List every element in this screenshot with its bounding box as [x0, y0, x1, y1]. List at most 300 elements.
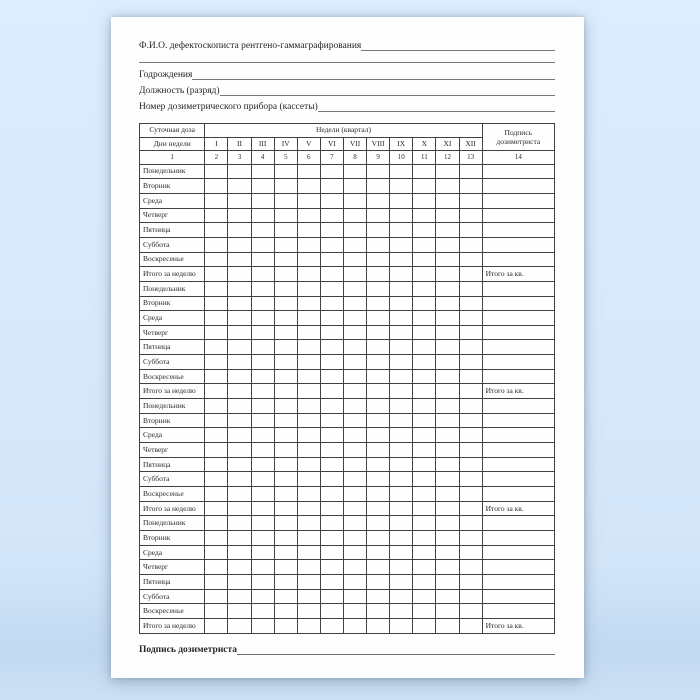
dose-cell — [205, 399, 228, 414]
dose-cell — [274, 604, 297, 619]
weekly-total-cell — [205, 384, 228, 399]
dose-cell — [228, 472, 251, 487]
dose-cell — [459, 296, 482, 311]
weekly-total-cell — [205, 267, 228, 282]
signature-cell — [482, 604, 554, 619]
fio-label: Ф.И.О. дефектоскописта рентгено-гаммаграфирования — [139, 40, 362, 51]
dose-cell — [320, 531, 343, 546]
dose-cell — [320, 340, 343, 355]
quarter-total-cell: Итого за кв. — [482, 267, 554, 282]
dose-cell — [228, 179, 251, 194]
dose-cell — [367, 223, 390, 238]
dose-cell — [320, 355, 343, 370]
column-number-cell-14: 14 — [482, 151, 554, 165]
day-row — [140, 472, 555, 487]
dose-cell — [390, 604, 413, 619]
dose-cell — [413, 472, 436, 487]
dose-cell — [413, 311, 436, 326]
dose-cell — [320, 428, 343, 443]
dose-cell — [251, 604, 274, 619]
dose-cell — [251, 296, 274, 311]
dose-cell — [274, 574, 297, 589]
signature-cell — [482, 428, 554, 443]
dose-cell — [297, 487, 320, 502]
dose-cell — [367, 340, 390, 355]
dose-cell — [251, 281, 274, 296]
signature-cell — [482, 325, 554, 340]
day-label-cell: Четверг — [140, 325, 205, 340]
dose-cell — [367, 428, 390, 443]
dose-cell — [367, 574, 390, 589]
dose-cell — [436, 457, 459, 472]
dose-cell — [320, 369, 343, 384]
weekly-total-cell — [459, 384, 482, 399]
weekly-total-label-cell: Итого за неделю — [140, 618, 205, 633]
weekly-total-cell — [459, 501, 482, 516]
dose-cell — [320, 311, 343, 326]
dose-cell — [367, 164, 390, 179]
dose-cell — [367, 296, 390, 311]
day-label-cell: Суббота — [140, 237, 205, 252]
weekly-total-cell — [390, 267, 413, 282]
dose-cell — [274, 179, 297, 194]
week-numeral-cell-VI: VI — [320, 137, 343, 151]
dose-cell — [436, 164, 459, 179]
day-label-cell: Вторник — [140, 413, 205, 428]
weeks-quarter-header-cell: Недели (квартал) — [205, 124, 482, 138]
dose-cell — [251, 413, 274, 428]
dose-cell — [459, 443, 482, 458]
dose-cell — [228, 164, 251, 179]
dose-cell — [251, 399, 274, 414]
dose-cell — [228, 237, 251, 252]
day-label-cell: Воскресенье — [140, 604, 205, 619]
dose-cell — [390, 179, 413, 194]
dose-cell — [297, 340, 320, 355]
dose-cell — [343, 589, 366, 604]
dose-cell — [436, 296, 459, 311]
dose-cell — [251, 545, 274, 560]
dose-cell — [413, 281, 436, 296]
dose-cell — [205, 443, 228, 458]
dose-cell — [459, 311, 482, 326]
week-numeral-cell-VIII: VIII — [367, 137, 390, 151]
dose-cell — [274, 457, 297, 472]
device-number-line — [139, 96, 555, 112]
dose-cell — [413, 545, 436, 560]
dose-cell — [459, 589, 482, 604]
dose-cell — [459, 457, 482, 472]
dose-cell — [413, 413, 436, 428]
dose-cell — [436, 340, 459, 355]
dose-cell — [228, 311, 251, 326]
dose-cell — [274, 325, 297, 340]
weekly-total-cell — [251, 384, 274, 399]
dose-cell — [205, 560, 228, 575]
signature-cell — [482, 179, 554, 194]
column-number-cell-9: 9 — [367, 151, 390, 165]
dose-cell — [320, 574, 343, 589]
dose-cell — [413, 604, 436, 619]
dose-cell — [251, 472, 274, 487]
dose-cell — [413, 296, 436, 311]
column-number-cell-5: 5 — [274, 151, 297, 165]
day-label-cell: Среда — [140, 193, 205, 208]
day-row — [140, 428, 555, 443]
dose-cell — [205, 589, 228, 604]
dose-cell — [297, 457, 320, 472]
dose-cell — [274, 164, 297, 179]
day-row — [140, 413, 555, 428]
day-label-cell: Среда — [140, 545, 205, 560]
dose-cell — [390, 311, 413, 326]
dose-cell — [251, 208, 274, 223]
dose-cell — [413, 208, 436, 223]
dose-cell — [343, 369, 366, 384]
dose-cell — [297, 281, 320, 296]
dose-cell — [205, 531, 228, 546]
dose-cell — [367, 545, 390, 560]
day-label-cell: Вторник — [140, 179, 205, 194]
signature-cell — [482, 340, 554, 355]
day-label-cell: Четверг — [140, 443, 205, 458]
weekly-total-cell — [413, 501, 436, 516]
dose-cell — [228, 443, 251, 458]
dose-cell — [459, 340, 482, 355]
signature-cell — [482, 560, 554, 575]
dose-cell — [367, 516, 390, 531]
device-number-label: Номер дозиметрического прибора (кассеты) — [139, 101, 318, 112]
dose-cell — [343, 399, 366, 414]
dose-cell — [367, 589, 390, 604]
dose-cell — [343, 457, 366, 472]
dose-cell — [297, 325, 320, 340]
dose-cell — [367, 472, 390, 487]
dose-cell — [436, 487, 459, 502]
dose-cell — [390, 237, 413, 252]
dose-cell — [390, 252, 413, 267]
weekly-total-cell — [436, 618, 459, 633]
dose-cell — [297, 179, 320, 194]
dose-cell — [343, 604, 366, 619]
day-label-cell: Пятница — [140, 340, 205, 355]
dose-cell — [413, 589, 436, 604]
dose-cell — [274, 487, 297, 502]
week-numeral-cell-I: I — [205, 137, 228, 151]
dose-cell — [205, 223, 228, 238]
dose-cell — [205, 472, 228, 487]
dose-cell — [228, 516, 251, 531]
day-label-cell: Вторник — [140, 531, 205, 546]
weekly-total-cell — [297, 618, 320, 633]
dose-cell — [413, 516, 436, 531]
dose-cell — [390, 428, 413, 443]
dose-cell — [436, 472, 459, 487]
dose-cell — [390, 531, 413, 546]
day-row — [140, 281, 555, 296]
weekly-total-cell — [320, 501, 343, 516]
dose-cell — [343, 208, 366, 223]
signature-cell — [482, 399, 554, 414]
dose-cell — [297, 531, 320, 546]
dose-cell — [297, 208, 320, 223]
dose-cell — [436, 193, 459, 208]
dose-cell — [343, 560, 366, 575]
day-row — [140, 311, 555, 326]
dose-cell — [436, 516, 459, 531]
dose-cell — [228, 487, 251, 502]
quarter-total-cell: Итого за кв. — [482, 618, 554, 633]
dose-cell — [320, 545, 343, 560]
signature-cell — [482, 457, 554, 472]
dose-cell — [343, 252, 366, 267]
signature-cell — [482, 472, 554, 487]
dose-cell — [205, 457, 228, 472]
dose-cell — [436, 428, 459, 443]
dose-cell — [413, 487, 436, 502]
dose-cell — [367, 281, 390, 296]
dose-cell — [228, 560, 251, 575]
day-label-cell: Среда — [140, 428, 205, 443]
dose-cell — [343, 237, 366, 252]
dose-cell — [320, 589, 343, 604]
dose-cell — [367, 252, 390, 267]
day-row — [140, 340, 555, 355]
fio-continuation-line — [139, 51, 555, 63]
dose-cell — [367, 193, 390, 208]
signature-header-cell: Подпись дозиметриста — [482, 124, 554, 151]
dose-cell — [205, 237, 228, 252]
dose-cell — [436, 281, 459, 296]
signature-cell — [482, 369, 554, 384]
signature-cell — [482, 281, 554, 296]
dose-cell — [251, 252, 274, 267]
dose-cell — [320, 413, 343, 428]
column-number-cell-10: 10 — [390, 151, 413, 165]
weekly-total-cell — [436, 267, 459, 282]
dose-cell — [274, 399, 297, 414]
dose-cell — [205, 208, 228, 223]
day-row — [140, 237, 555, 252]
dose-cell — [413, 223, 436, 238]
day-label-cell: Суббота — [140, 589, 205, 604]
dose-cell — [205, 355, 228, 370]
day-row — [140, 296, 555, 311]
day-label-cell: Суббота — [140, 355, 205, 370]
day-label-cell: Понедельник — [140, 281, 205, 296]
dose-cell — [413, 443, 436, 458]
dose-cell — [459, 545, 482, 560]
dose-cell — [297, 560, 320, 575]
dose-cell — [274, 340, 297, 355]
weekly-total-cell — [413, 618, 436, 633]
dose-cell — [251, 237, 274, 252]
dose-cell — [343, 179, 366, 194]
dose-cell — [413, 164, 436, 179]
daily-dose-header-cell: Суточная доза — [140, 124, 205, 138]
dose-cell — [367, 179, 390, 194]
weekly-total-cell — [228, 501, 251, 516]
dose-cell — [343, 325, 366, 340]
dose-cell — [367, 237, 390, 252]
dose-cell — [251, 531, 274, 546]
signature-cell — [482, 516, 554, 531]
dose-cell — [251, 560, 274, 575]
dose-cell — [274, 413, 297, 428]
signature-cell — [482, 355, 554, 370]
weekly-total-cell — [274, 267, 297, 282]
dose-cell — [367, 604, 390, 619]
dose-cell — [205, 193, 228, 208]
device-number-blank — [318, 111, 555, 112]
column-number-cell-4: 4 — [251, 151, 274, 165]
position-blank — [220, 95, 555, 96]
dose-cell — [459, 325, 482, 340]
column-number-cell-8: 8 — [343, 151, 366, 165]
dose-cell — [274, 545, 297, 560]
dose-cell — [436, 208, 459, 223]
weekly-total-cell — [274, 618, 297, 633]
dose-cell — [459, 223, 482, 238]
day-row — [140, 179, 555, 194]
dose-cell — [459, 516, 482, 531]
birth-year-label: Годрождения — [139, 69, 193, 80]
day-label-cell: Понедельник — [140, 164, 205, 179]
day-row — [140, 399, 555, 414]
dose-cell — [251, 164, 274, 179]
dose-table — [139, 123, 555, 634]
dose-cell — [274, 296, 297, 311]
dose-cell — [205, 574, 228, 589]
week-numeral-cell-IV: IV — [274, 137, 297, 151]
dose-cell — [367, 399, 390, 414]
dose-cell — [228, 208, 251, 223]
weekly-total-cell — [459, 618, 482, 633]
dose-cell — [320, 516, 343, 531]
weekly-total-cell — [228, 384, 251, 399]
fio-continuation-blank — [139, 62, 555, 63]
dose-cell — [251, 443, 274, 458]
weekly-total-cell — [297, 501, 320, 516]
dose-cell — [436, 223, 459, 238]
day-row — [140, 487, 555, 502]
dose-cell — [297, 516, 320, 531]
dose-cell — [413, 252, 436, 267]
dose-cell — [390, 589, 413, 604]
weekly-total-cell — [274, 501, 297, 516]
dose-cell — [413, 531, 436, 546]
dose-cell — [320, 443, 343, 458]
dose-cell — [436, 545, 459, 560]
dose-cell — [297, 604, 320, 619]
dose-cell — [413, 428, 436, 443]
dose-cell — [297, 193, 320, 208]
dose-cell — [459, 574, 482, 589]
birth-year-line — [139, 63, 555, 80]
dose-cell — [251, 193, 274, 208]
day-row — [140, 545, 555, 560]
dose-cell — [390, 574, 413, 589]
signature-cell — [482, 208, 554, 223]
weekly-total-label-cell: Итого за неделю — [140, 384, 205, 399]
dose-cell — [459, 531, 482, 546]
day-row — [140, 574, 555, 589]
day-row — [140, 443, 555, 458]
dose-cell — [390, 164, 413, 179]
weekly-total-cell — [274, 384, 297, 399]
weekly-total-cell — [367, 384, 390, 399]
dose-cell — [413, 355, 436, 370]
dose-cell — [274, 369, 297, 384]
day-row — [140, 223, 555, 238]
dose-cell — [343, 487, 366, 502]
weekly-total-cell — [320, 267, 343, 282]
dose-cell — [367, 325, 390, 340]
birth-year-blank — [192, 79, 555, 80]
dose-cell — [297, 369, 320, 384]
dose-cell — [343, 296, 366, 311]
dose-cell — [297, 589, 320, 604]
dose-cell — [228, 325, 251, 340]
dose-cell — [459, 604, 482, 619]
dose-cell — [459, 472, 482, 487]
column-number-cell-11: 11 — [413, 151, 436, 165]
weekly-total-cell — [459, 267, 482, 282]
day-row — [140, 369, 555, 384]
dose-cell — [367, 208, 390, 223]
week-numeral-cell-XI: XI — [436, 137, 459, 151]
dose-cell — [367, 457, 390, 472]
dose-cell — [297, 252, 320, 267]
day-row — [140, 589, 555, 604]
dose-cell — [413, 369, 436, 384]
dose-cell — [228, 355, 251, 370]
dose-cell — [320, 325, 343, 340]
dose-cell — [320, 281, 343, 296]
dose-cell — [320, 193, 343, 208]
dose-cell — [390, 472, 413, 487]
dose-cell — [413, 560, 436, 575]
dose-cell — [274, 223, 297, 238]
dose-cell — [413, 457, 436, 472]
dose-cell — [343, 355, 366, 370]
dose-cell — [251, 325, 274, 340]
dose-cell — [459, 237, 482, 252]
dose-cell — [205, 340, 228, 355]
dose-cell — [436, 531, 459, 546]
dose-cell — [320, 164, 343, 179]
dose-cell — [343, 164, 366, 179]
dose-cell — [251, 223, 274, 238]
dose-cell — [343, 472, 366, 487]
column-number-cell-6: 6 — [297, 151, 320, 165]
dose-cell — [274, 208, 297, 223]
dose-cell — [436, 399, 459, 414]
dose-cell — [367, 531, 390, 546]
dose-cell — [367, 413, 390, 428]
position-line — [139, 80, 555, 96]
day-label-cell: Пятница — [140, 223, 205, 238]
day-row — [140, 560, 555, 575]
dose-cell — [343, 413, 366, 428]
dose-cell — [343, 281, 366, 296]
day-label-cell: Понедельник — [140, 516, 205, 531]
weekly-total-label-cell: Итого за неделю — [140, 501, 205, 516]
dose-cell — [251, 487, 274, 502]
signature-cell — [482, 237, 554, 252]
dose-cell — [367, 560, 390, 575]
dose-cell — [390, 443, 413, 458]
